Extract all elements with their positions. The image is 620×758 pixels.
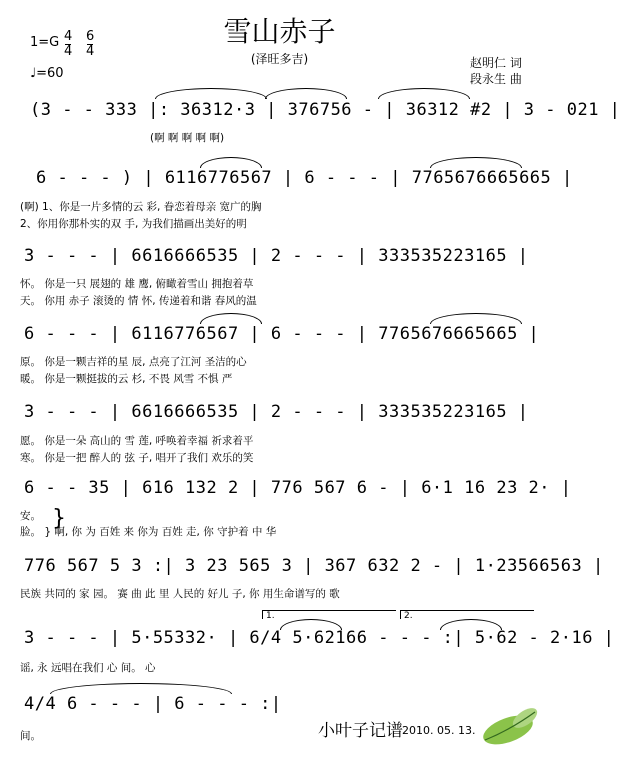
score-row-2: 6 - - - ) | 6116776567 | 6 - - - | 7765676665665 | — [36, 168, 573, 188]
lyric-row-8: 谣, 永 远唱在我们 心 间。 心 — [20, 662, 156, 674]
slur-mark — [430, 313, 522, 324]
lyric-row-9: 间。 — [20, 730, 41, 742]
slur-mark — [430, 157, 522, 168]
volta-second-ending: 2. — [400, 610, 534, 619]
meter-1-numerator: 4 — [64, 29, 73, 44]
slur-mark — [155, 88, 267, 99]
page-subtitle: (泽旺多吉) — [250, 52, 309, 66]
tempo-value: =60 — [36, 66, 64, 81]
meter-1-denominator: 4 — [64, 44, 73, 59]
key-signature: 1=G — [30, 35, 60, 50]
meter-2-denominator: 4 — [86, 44, 95, 59]
lyric-brace: } — [52, 506, 66, 531]
score-row-9: 4/4 6 - - - | 6 - - - :| — [24, 694, 282, 714]
time-signature-2 — [86, 30, 94, 59]
score-row-1: (3 - - 333 |: 36312·3 | 376756 - | 36312 #2 | 3 - 021 | — [30, 100, 620, 120]
leaf-logo-icon — [470, 700, 550, 750]
tie-mark — [50, 683, 232, 694]
slur-mark — [440, 619, 502, 630]
time-signature-1 — [64, 30, 72, 59]
tempo-marking — [30, 66, 64, 81]
page-title: 雪山赤子 — [223, 15, 336, 48]
score-row-5: 3 - - - | 6616666535 | 2 - - - | 333535223165 | — [24, 402, 529, 422]
lyric-row-5b: 寒。 你是一把 醉人的 弦 子, 唱开了我们 欢乐的笑 — [20, 452, 254, 464]
meter-2-numerator: 6 — [86, 29, 95, 44]
lyric-row-3b: 天。 你用 赤子 滚烫的 情 怀, 传递着和谐 春风的温 — [20, 295, 257, 307]
lyric-row-1: (啊 啊 啊 啊 啊) — [150, 132, 225, 144]
score-row-7: 776 567 5 3 :| 3 23 565 3 | 367 632 2 - | 1·23566563 | — [24, 556, 604, 576]
lyric-row-4b: 暖。 你是一颗挺拔的云 杉, 不畏 风雪 不惧 严 — [20, 373, 233, 385]
score-row-4: 6 - - - | 6116776567 | 6 - - - | 7765676665665 | — [24, 324, 540, 344]
volta-first-ending: 1. — [262, 610, 396, 619]
transcription-date: 2010. 05. 13. — [402, 724, 476, 737]
lyric-row-3a: 怀。 你是一只 展翅的 雄 鹰, 俯瞰着雪山 拥抱着草 — [20, 278, 254, 290]
quarter-note-icon: ♩ — [30, 66, 37, 81]
lyric-row-4a: 原。 你是一颗吉祥的星 辰, 点亮了江河 圣洁的心 — [20, 356, 247, 368]
slur-mark — [200, 313, 262, 324]
composer-credit: 段永生 曲 — [470, 72, 522, 86]
score-row-3: 3 - - - | 6616666535 | 2 - - - | 333535223165 | — [24, 246, 529, 266]
slur-mark — [378, 88, 470, 99]
transcriber-signature: 小叶子记谱 — [318, 721, 403, 741]
lyric-row-6b: 脸。 } 啊, 你 为 百姓 来 你为 百姓 走, 你 守护着 中 华 — [20, 526, 277, 538]
slur-mark — [265, 88, 347, 99]
lyric-row-2a: (啊) 1、你是一片多情的云 彩, 眷恋着母亲 宽广的胸 — [20, 201, 262, 213]
lyricist-credit: 赵明仁 词 — [470, 56, 522, 70]
score-row-8: 3 - - - | 5·55332· | 6/4 5·62166 - - - :| 5·62 - 2·16 | — [24, 628, 615, 648]
lyric-row-2b: 2、你用你那朴实的双 手, 为我们描画出美好的明 — [20, 218, 247, 230]
lyric-row-7: 民族 共同的 家 园。 赛 曲 此 里 人民的 好儿 子, 你 用生命谱写的 歌 — [20, 588, 340, 600]
lyric-row-6a: 安。 — [20, 510, 41, 522]
score-row-6: 6 - - 35 | 616 132 2 | 776 567 6 - | 6·1 16 23 2· | — [24, 478, 572, 498]
slur-mark — [200, 157, 262, 168]
lyric-row-5a: 愿。 你是一朵 高山的 雪 莲, 呼唤着幸福 祈求着平 — [20, 435, 254, 447]
slur-mark — [280, 619, 342, 630]
